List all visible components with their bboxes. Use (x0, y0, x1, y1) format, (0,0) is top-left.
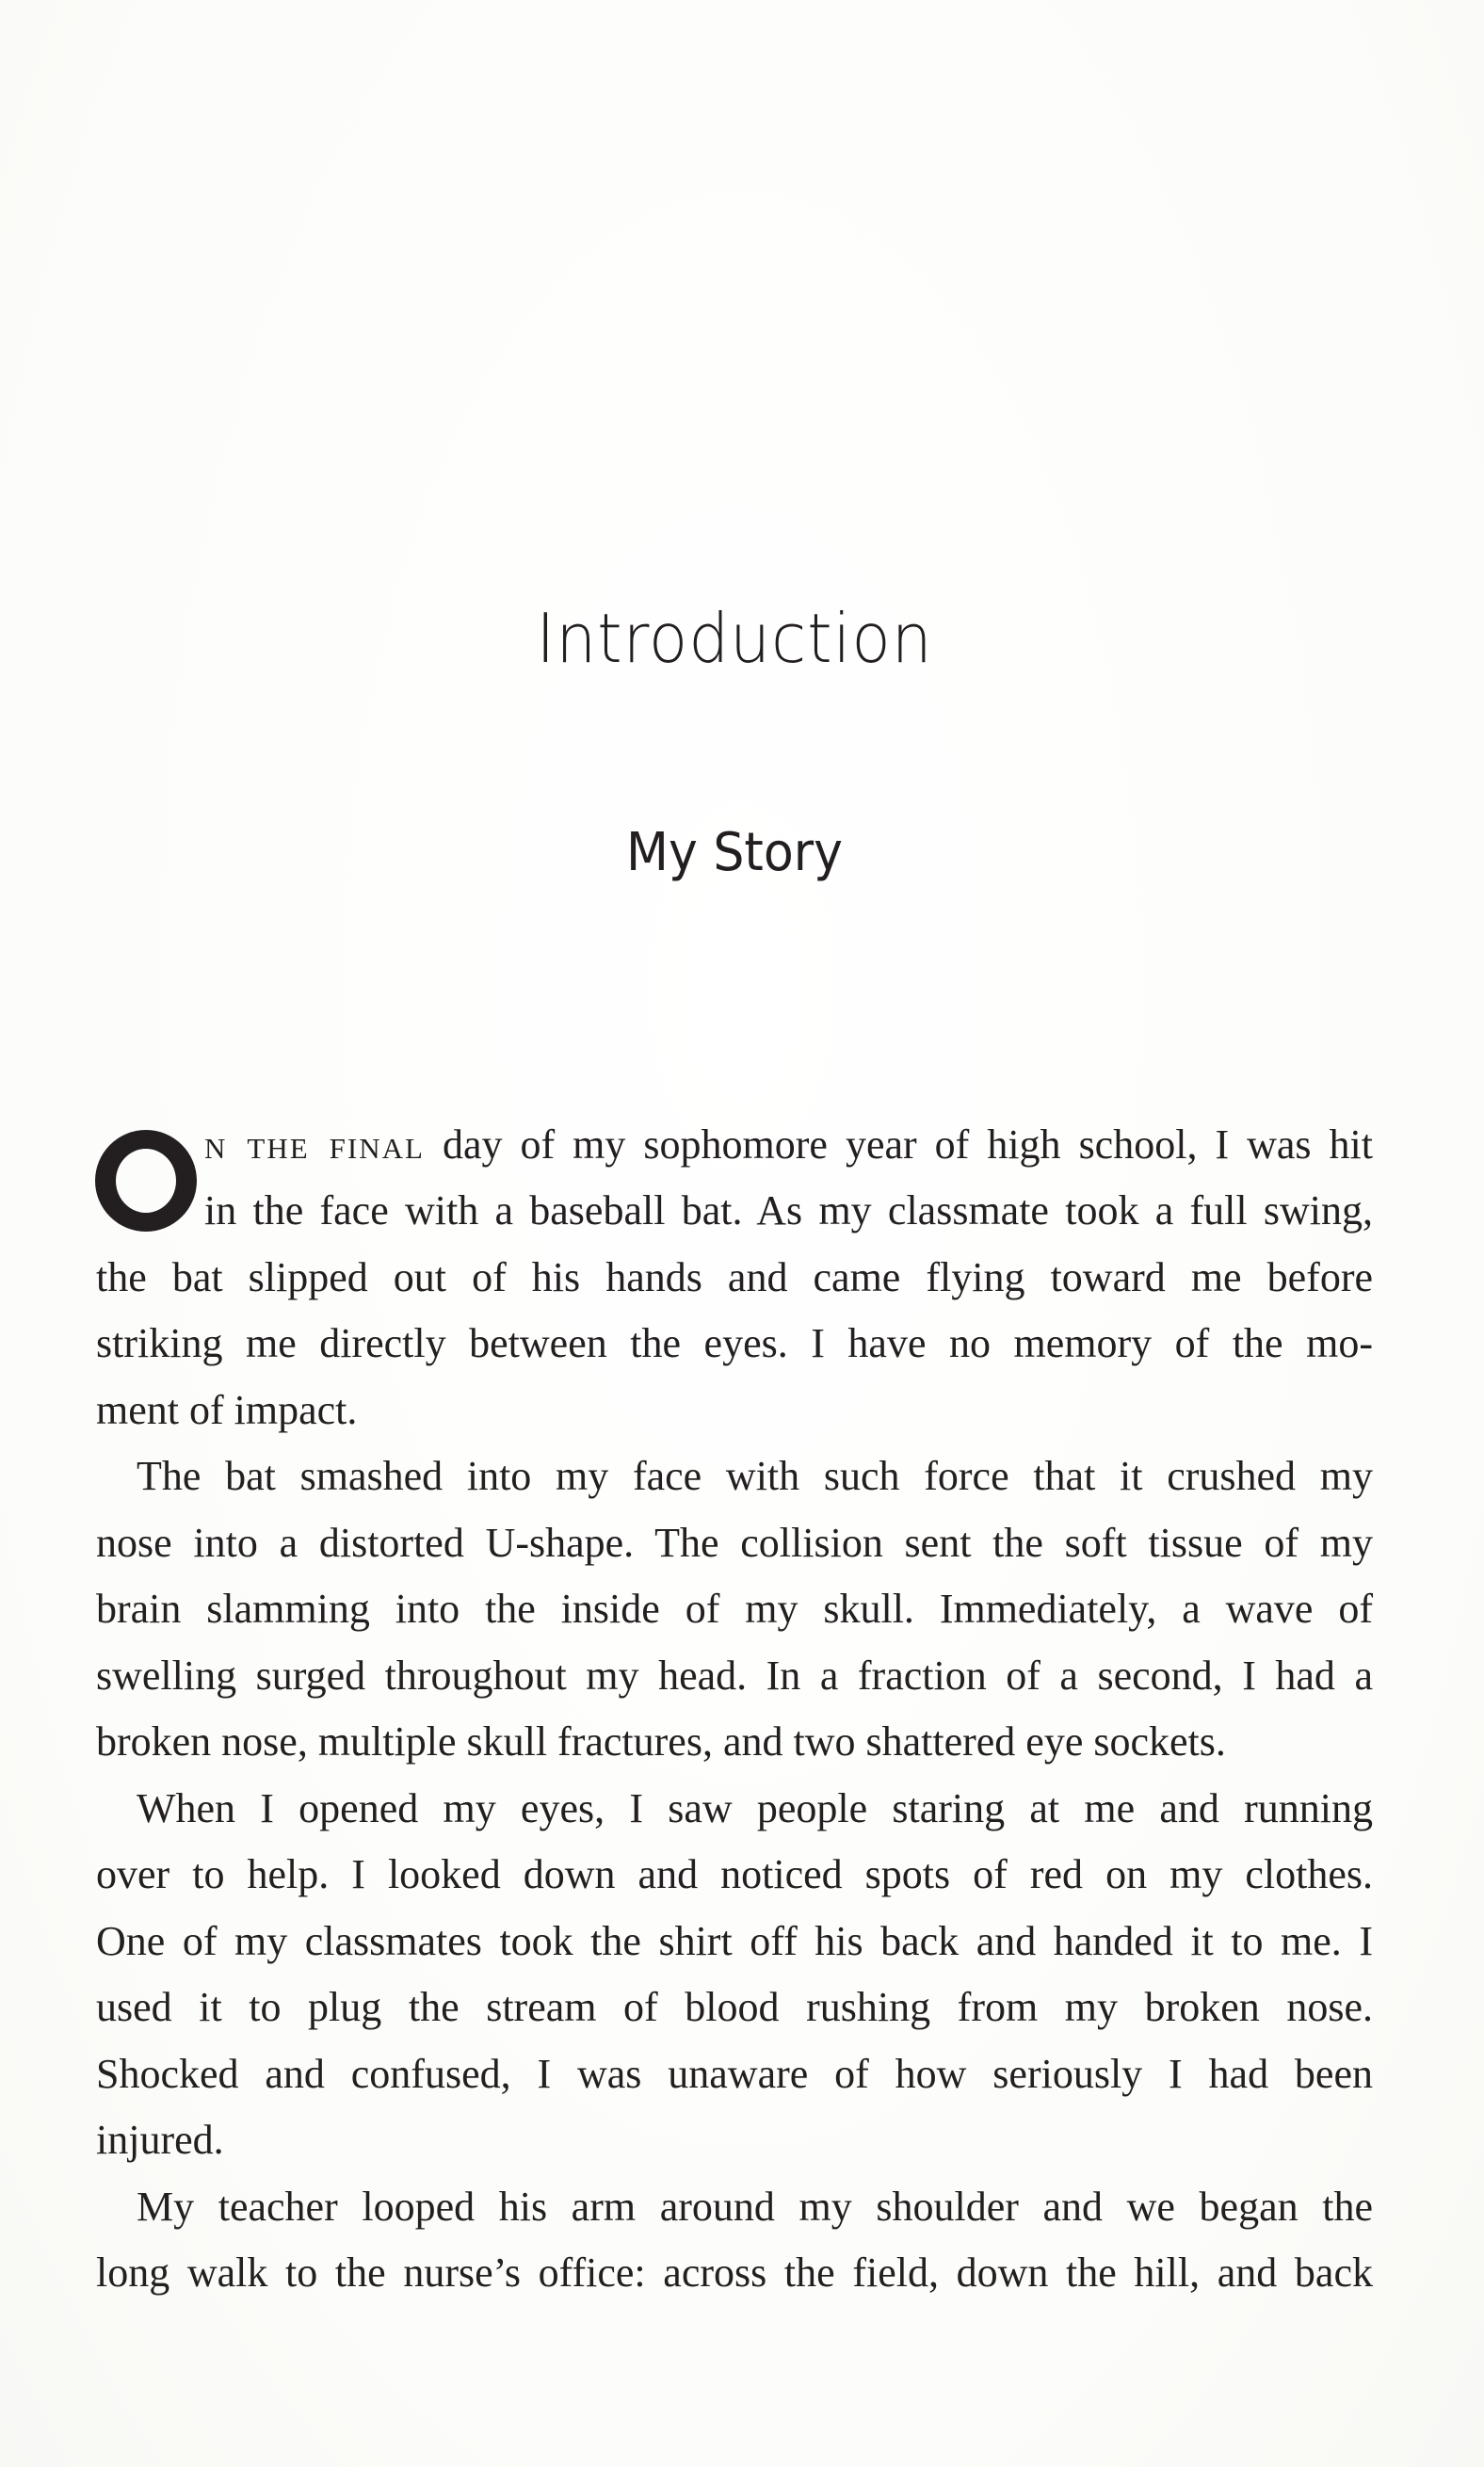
paragraph-3-line-2: over to help. I looked down and noticed spots of red on my clothes. (96, 1851, 1373, 1897)
chapter-subtitle: My Story (626, 822, 843, 883)
paragraph-2-line-1: The bat smashed into my face with such force that it crushed my (137, 1453, 1373, 1499)
paragraph-4-line-2: long walk to the nurse’s office: across the field, down the hill, and back (96, 2249, 1373, 2296)
paragraph-1-line-1 (204, 1112, 1373, 1178)
drop-cap-o (95, 1130, 197, 1232)
paragraph-2-line-5: broken nose, multiple skull fractures, and two shattered eye sockets. (96, 1718, 1226, 1765)
paragraph-2-line-4: swelling surged throughout my head. In a fraction of a second, I had a (96, 1653, 1373, 1699)
paragraph-2-line-3: brain slamming into the inside of my skull. Immediately, a wave of (96, 1586, 1373, 1632)
paragraph-1-line-5: ment of impact. (96, 1387, 358, 1433)
paragraph-3-line-6: injured. (96, 2117, 224, 2163)
paragraph-1-line-3: the bat slipped out of his hands and came flying toward me before (96, 1254, 1373, 1300)
paragraph-4-line-1: My teacher looped his arm around my shoulder and we began the (137, 2184, 1373, 2230)
paragraph-1-line-4: striking me directly between the eyes. I have no memory of the mo- (96, 1320, 1373, 1366)
paragraph-2-line-2: nose into a distorted U-shape. The collision sent the soft tissue of my (96, 1520, 1373, 1566)
paragraph-3-line-3: One of my classmates took the shirt off his back and handed it to me. I (96, 1918, 1373, 1964)
paragraph-1-line-2: in the face with a baseball bat. As my classmate took a full swing, (204, 1187, 1373, 1234)
paragraph-3-line-1: When I opened my eyes, I saw people staring at me and running (137, 1785, 1373, 1831)
opening-smallcaps: n the final (204, 1121, 425, 1168)
paragraph-3-line-5: Shocked and confused, I was unaware of how seriously I had been (96, 2051, 1373, 2097)
chapter-title: Introduction (536, 599, 933, 678)
line-text: day of my sophomore year of high school, I was hit (424, 1121, 1374, 1168)
paragraph-3-line-4: used it to plug the stream of blood rushing from my broken nose. (96, 1984, 1373, 2030)
